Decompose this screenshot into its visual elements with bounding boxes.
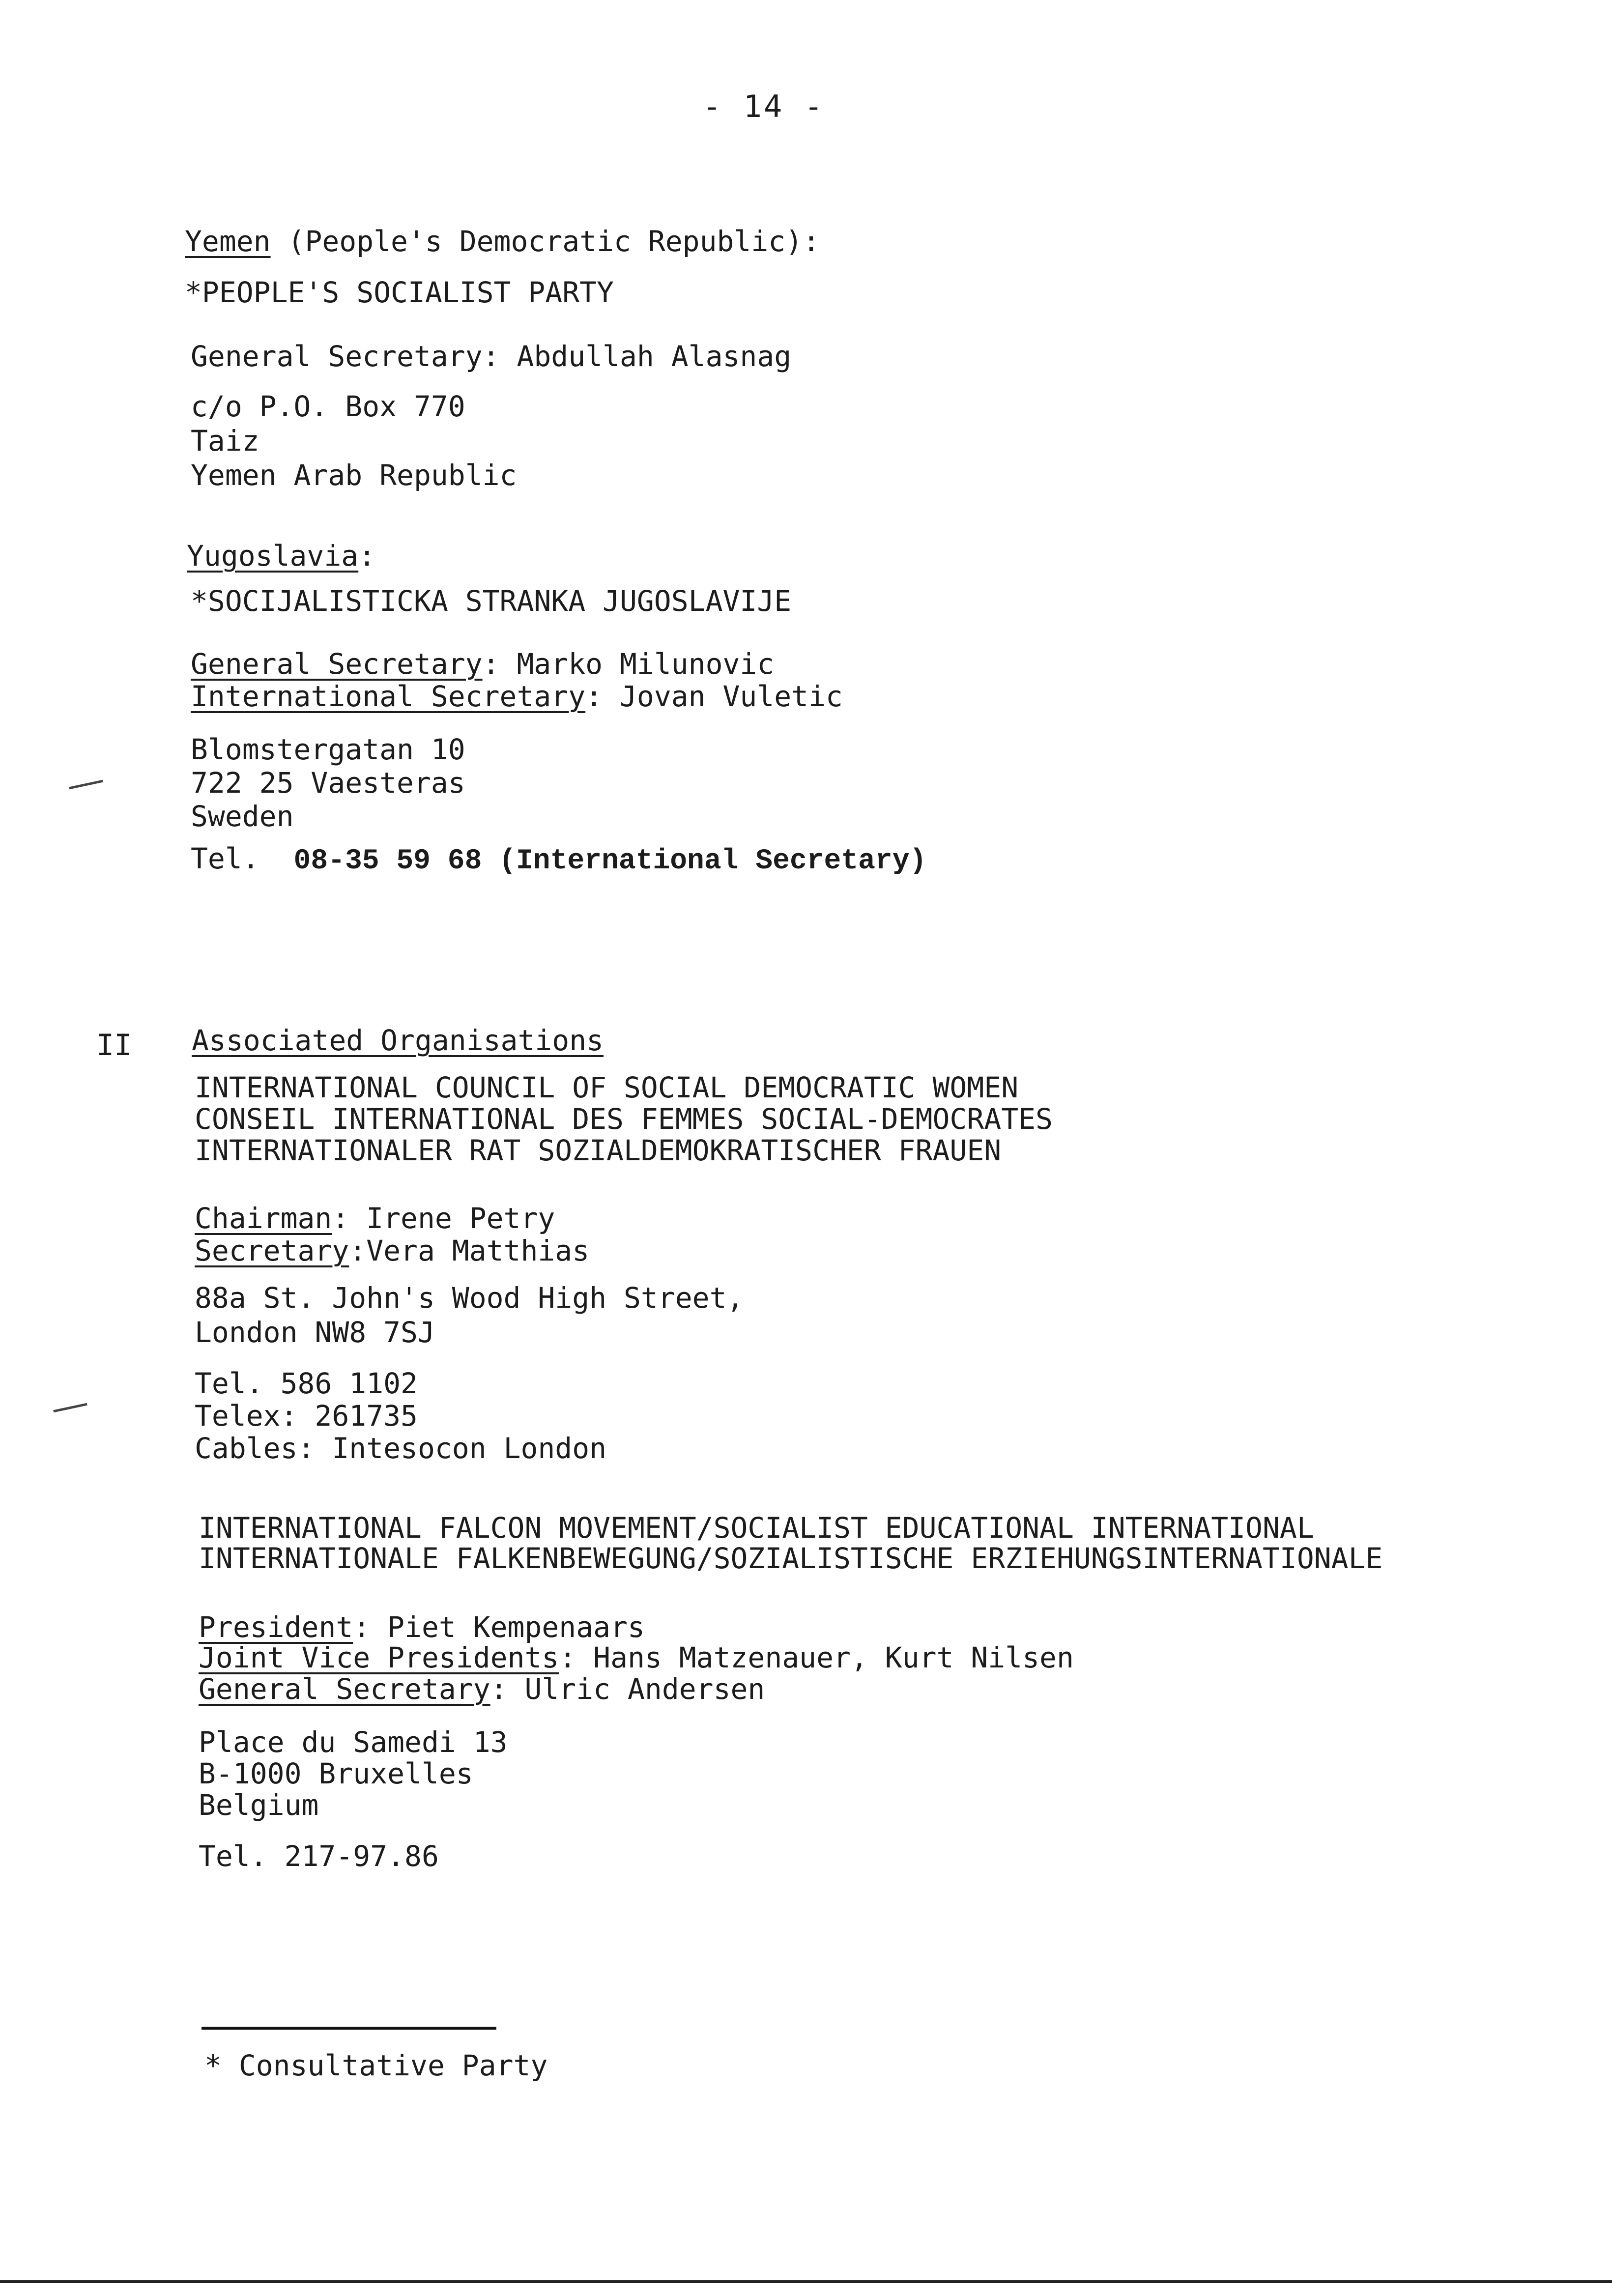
falcon-gs-name: : Ulric Andersen — [490, 1672, 765, 1706]
council-cables: Cables: Intesocon London — [195, 1432, 607, 1465]
yugoslavia-gs-label: General Secretary — [191, 647, 483, 681]
falcon-address-line-1: Place du Samedi 13 — [199, 1725, 508, 1759]
yugoslavia-international-secretary — [191, 679, 843, 714]
falcon-joint-vice-presidents — [199, 1640, 1074, 1675]
yemen-country: Yemen — [185, 225, 271, 258]
falcon-jvp-label: Joint Vice Presidents — [199, 1641, 559, 1674]
margin-mark — [53, 1403, 87, 1412]
yugoslavia-tel-value: 08-35 59 68 (International Secretary) — [293, 845, 927, 877]
margin-mark — [69, 780, 103, 789]
yugoslavia-tel-label: Tel. — [191, 842, 259, 875]
council-secretary-name: :Vera Matthias — [349, 1234, 590, 1267]
yemen-address-line-3: Yemen Arab Republic — [191, 459, 517, 492]
yugoslavia-address-line-1: Blomstergatan 10 — [191, 733, 465, 766]
yugoslavia-gs-name: : Marko Milunovic — [482, 647, 775, 681]
council-telex: Telex: 261735 — [195, 1399, 418, 1433]
footnote-rule — [202, 2027, 496, 2030]
falcon-telephone: Tel. 217-97.86 — [199, 1839, 439, 1873]
falcon-name-en: INTERNATIONAL FALCON MOVEMENT/SOCIALIST EDUCATIONAL INTERNATIONAL — [199, 1511, 1314, 1545]
council-name-en: INTERNATIONAL COUNCIL OF SOCIAL DEMOCRATIC WOMEN — [195, 1071, 1019, 1104]
council-name-fr: CONSEIL INTERNATIONAL DES FEMMES SOCIAL-DEMOCRATES — [195, 1102, 1053, 1136]
council-telephone: Tel. 586 1102 — [195, 1367, 418, 1400]
footnote: * Consultative Party — [204, 2049, 548, 2082]
yugoslavia-address-line-2: 722 25 Vaesteras — [191, 766, 465, 800]
falcon-address-line-2: B-1000 Bruxelles — [199, 1757, 473, 1790]
falcon-president — [199, 1610, 645, 1644]
page-number: - 14 - — [703, 88, 825, 124]
section-heading: Associated Organisations — [192, 1024, 604, 1057]
council-chairman-label: Chairman — [195, 1202, 332, 1235]
yugoslavia-party: *SOCIJALISTICKA STRANKA JUGOSLAVIJE — [191, 584, 792, 618]
council-name-de: INTERNATIONALER RAT SOZIALDEMOKRATISCHER FRAUEN — [195, 1134, 1002, 1167]
section-numeral: II — [96, 1028, 132, 1062]
yemen-address-line-1: c/o P.O. Box 770 — [191, 390, 465, 423]
council-secretary — [195, 1234, 589, 1268]
council-secretary-label: Secretary — [195, 1234, 349, 1267]
falcon-gs-label: General Secretary — [199, 1672, 490, 1706]
page-edge-line — [0, 2280, 1612, 2283]
council-address-line-1: 88a St. John's Wood High Street, — [195, 1281, 744, 1315]
yugoslavia-country-suffix: : — [358, 539, 376, 573]
yugoslavia-is-label: International Secretary — [191, 680, 586, 713]
yugoslavia-address-line-3: Sweden — [191, 800, 294, 833]
council-chairman — [195, 1201, 555, 1235]
yugoslavia-general-secretary — [191, 647, 774, 681]
yugoslavia-heading — [187, 539, 375, 573]
yemen-heading — [185, 224, 820, 258]
yemen-party: *PEOPLE'S SOCIALIST PARTY — [185, 276, 614, 309]
yugoslavia-country: Yugoslavia — [187, 539, 359, 573]
yugoslavia-is-name: : Jovan Vuletic — [585, 680, 843, 713]
yemen-general-secretary: General Secretary: Abdullah Alasnag — [191, 340, 792, 373]
yemen-address-line-2: Taiz — [191, 424, 259, 458]
council-chairman-name: : Irene Petry — [332, 1202, 555, 1235]
falcon-name-de: INTERNATIONALE FALKENBEWEGUNG/SOZIALISTISCHE ERZIEHUNGSINTERNATIONALE — [199, 1542, 1383, 1575]
yugoslavia-telephone — [191, 841, 926, 879]
falcon-president-label: President — [199, 1610, 353, 1644]
falcon-address-line-3: Belgium — [199, 1788, 319, 1822]
yemen-country-suffix: (People's Democratic Republic): — [270, 225, 820, 258]
falcon-president-name: : Piet Kempenaars — [353, 1610, 645, 1644]
falcon-jvp-names: : Hans Matzenauer, Kurt Nilsen — [559, 1641, 1074, 1674]
falcon-general-secretary — [199, 1672, 765, 1706]
council-address-line-2: London NW8 7SJ — [195, 1316, 435, 1349]
